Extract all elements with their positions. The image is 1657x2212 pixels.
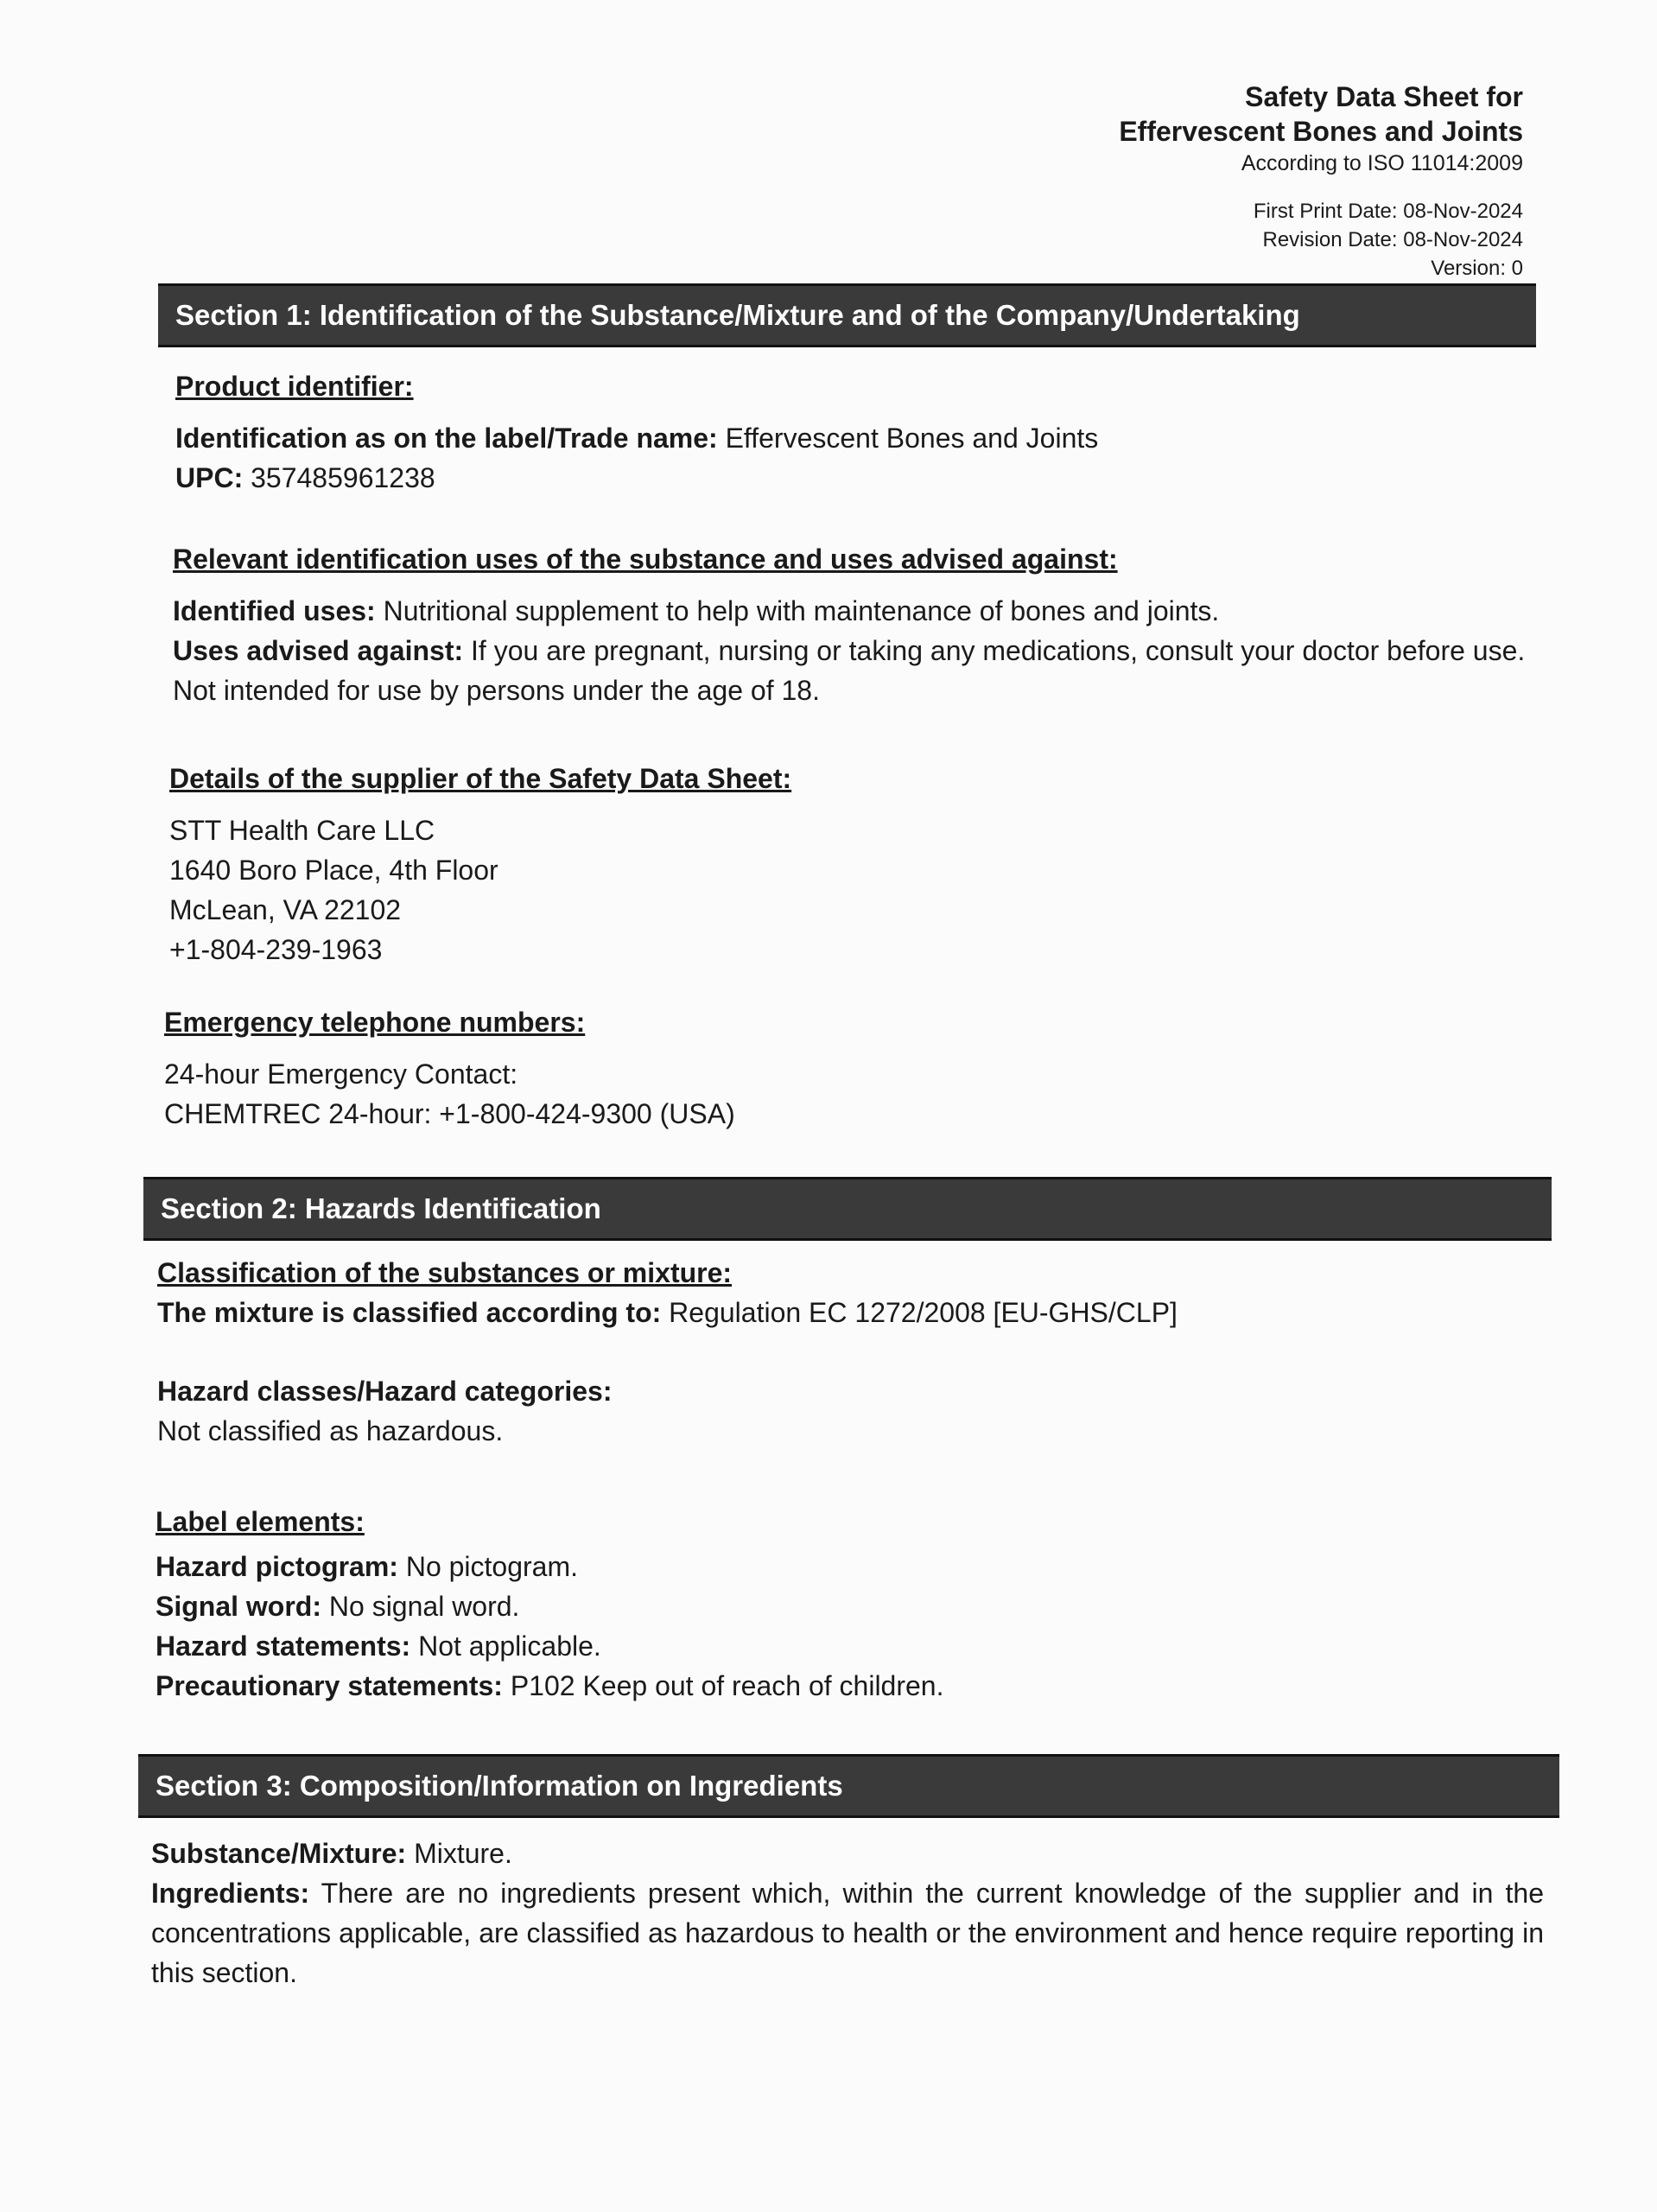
classification-block [157,1253,1453,1332]
section3-heading: Section 3: Composition/Information on Ingredients [156,1770,843,1802]
supplier-phone: +1-804-239-1963 [169,934,383,965]
precaution-label: Precautionary statements: [156,1670,503,1701]
uses-heading: Relevant identification uses of the substance and uses advised against: [173,543,1118,575]
label-elements-heading: Label elements: [156,1506,365,1537]
identified-uses-label: Identified uses: [173,595,376,626]
substance-line [151,1834,1544,1873]
ingredients-value: There are no ingredients present which, within the current knowledge of the supplier and in the concentrations applicable, are classified as hazardous to health or the environment and hence require reporting in this section. [151,1878,1544,1988]
supplier-name: STT Health Care LLC [169,815,435,846]
emergency-block [164,1002,1028,1134]
document-title-line1: Safety Data Sheet for [1245,81,1523,112]
advised-against-line2: Not intended for use by persons under the age of 18. [173,675,820,706]
statements-value: Not applicable. [410,1630,601,1662]
section3-heading-bar [138,1754,1559,1818]
product-identifier-heading: Product identifier: [175,371,414,402]
emergency-heading: Emergency telephone numbers: [164,1007,586,1038]
hazard-classes-value: Not classified as hazardous. [157,1415,504,1446]
precaution-line [156,1666,1451,1706]
classification-heading: Classification of the substances or mixture: [157,1257,733,1288]
hazard-classes-block [157,1371,1453,1451]
supplier-address2: McLean, VA 22102 [169,894,402,925]
upc-line [175,458,1532,498]
signal-value: No signal word. [321,1591,520,1622]
composition-block [151,1834,1544,1993]
advised-against-line [173,631,1538,671]
ingredients-label: Ingredients: [151,1878,310,1909]
substance-value: Mixture. [406,1838,512,1869]
version: Version: 0 [1431,257,1523,280]
pictogram-label: Hazard pictogram: [156,1551,398,1582]
section2-heading: Section 2: Hazards Identification [161,1192,601,1224]
statements-line [156,1626,1451,1666]
section1-product-block [175,366,1532,498]
supplier-block [169,759,1033,969]
label-elements-block [156,1502,1451,1706]
ingredients-paragraph [151,1873,1544,1993]
standard-reference: According to ISO 11014:2009 [1241,151,1523,175]
pictogram-value: No pictogram. [397,1551,579,1582]
trade-name-label: Identification as on the label/Trade name: [175,423,718,454]
trade-name-line [175,418,1532,458]
advised-against-value: If you are pregnant, nursing or taking any medications, consult your doctor before use. [463,635,1526,666]
section1-uses-block [173,539,1538,710]
supplier-address1: 1640 Boro Place, 4th Floor [169,855,498,886]
statements-label: Hazard statements: [156,1630,411,1662]
upc-value: 357485961238 [243,462,435,493]
emergency-line1: 24-hour Emergency Contact: [164,1058,518,1090]
identified-uses-value: Nutritional supplement to help with maintenance of bones and joints. [375,595,1220,626]
pictogram-line [156,1547,1451,1586]
hazard-classes-label: Hazard classes/Hazard categories: [157,1376,613,1407]
substance-label: Substance/Mixture: [151,1838,407,1869]
signal-line [156,1586,1451,1626]
supplier-heading: Details of the supplier of the Safety Data Sheet: [169,763,792,794]
signal-label: Signal word: [156,1591,321,1622]
section2-heading-bar [143,1177,1552,1241]
emergency-line2: CHEMTREC 24-hour: +1-800-424-9300 (USA) [164,1098,735,1129]
section1-heading: Section 1: Identification of the Substance/Mixture and of the Company/Undertaking [175,299,1300,331]
trade-name-value: Effervescent Bones and Joints [717,423,1099,454]
first-print-date: First Print Date: 08-Nov-2024 [1253,200,1523,223]
advised-against-label: Uses advised against: [173,635,464,666]
identified-uses-line [173,591,1538,631]
classified-line [157,1293,1453,1332]
revision-date: Revision Date: 08-Nov-2024 [1262,228,1523,251]
document-header [1119,79,1523,283]
document-title-line2: Effervescent Bones and Joints [1119,116,1523,147]
section1-heading-bar [158,283,1536,347]
precaution-value: P102 Keep out of reach of children. [502,1670,944,1701]
upc-label: UPC: [175,462,244,493]
classified-label: The mixture is classified according to: [157,1297,662,1328]
classified-value: Regulation EC 1272/2008 [EU-GHS/CLP] [661,1297,1178,1328]
